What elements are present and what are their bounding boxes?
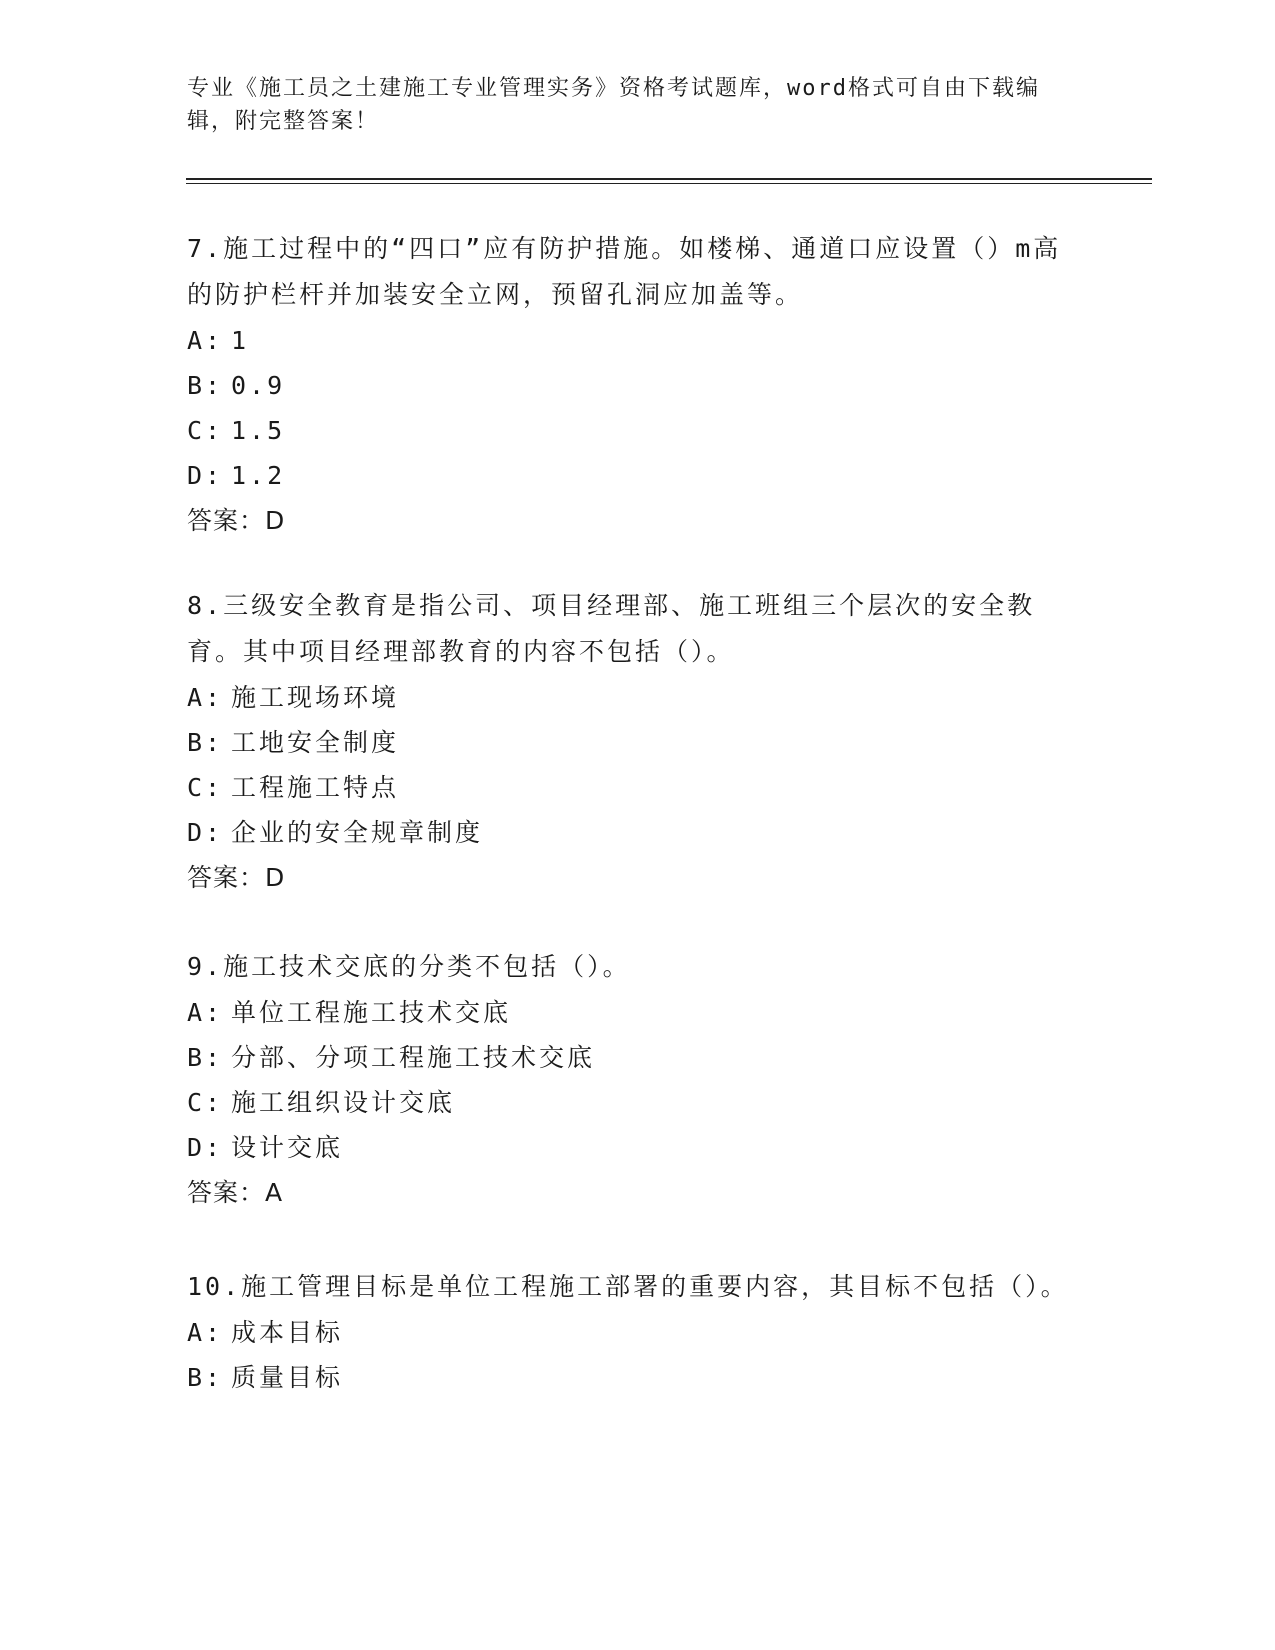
option-key: C: [187, 416, 224, 445]
option-key: B: [187, 1043, 224, 1072]
option-key: A: [187, 1318, 224, 1347]
answer: 答案：A [187, 1178, 284, 1207]
option-key: C: [187, 1088, 224, 1117]
option-d [187, 453, 1087, 498]
option-c [187, 765, 1087, 810]
option-text: 质量目标 [231, 1363, 344, 1392]
question-9 [187, 944, 1087, 1216]
option-key: A: [187, 683, 224, 712]
document-header: 专业《施工员之土建施工专业管理实务》资格考试题库，word格式可自由下载编辑，附完整答案！ [187, 76, 1040, 134]
answer: 答案：D [187, 506, 286, 535]
option-text: 单位工程施工技术交底 [231, 998, 512, 1027]
question-8 [187, 583, 1087, 901]
option-text: 1 [231, 326, 250, 355]
question-7 [187, 226, 1087, 544]
option-text: 成本目标 [231, 1318, 344, 1347]
option-text: 分部、分项工程施工技术交底 [231, 1043, 596, 1072]
option-key: C: [187, 773, 224, 802]
question-stem: 10.施工管理目标是单位工程施工部署的重要内容，其目标不包括（）。 [187, 1272, 1069, 1301]
option-b [187, 1355, 1087, 1400]
option-a [187, 990, 1087, 1035]
option-text: 施工现场环境 [231, 683, 400, 712]
option-text: 1.2 [231, 461, 286, 490]
option-key: D: [187, 1133, 224, 1162]
option-text: 施工组织设计交底 [231, 1088, 456, 1117]
option-text: 工地安全制度 [231, 728, 400, 757]
option-b [187, 720, 1087, 765]
option-text: 0.9 [231, 371, 286, 400]
option-c [187, 1080, 1087, 1125]
option-text: 工程施工特点 [231, 773, 400, 802]
question-10 [187, 1264, 1087, 1400]
option-text: 1.5 [231, 416, 286, 445]
option-key: A: [187, 998, 224, 1027]
header-divider [186, 178, 1152, 184]
option-key: B: [187, 1363, 224, 1392]
option-d [187, 1125, 1087, 1170]
option-key: B: [187, 728, 224, 757]
option-key: A: [187, 326, 224, 355]
question-stem: 9.施工技术交底的分类不包括（）。 [187, 952, 631, 981]
option-c [187, 408, 1087, 453]
option-a [187, 1310, 1087, 1355]
option-key: D: [187, 461, 224, 490]
question-stem: 7.施工过程中的“四口”应有防护措施。如楼梯、通道口应设置（）m高的防护栏杆并加装安全立网，预留孔洞应加盖等。 [187, 234, 1062, 309]
answer: 答案：D [187, 863, 286, 892]
option-b [187, 1035, 1087, 1080]
question-stem: 8.三级安全教育是指公司、项目经理部、施工班组三个层次的安全教育。其中项目经理部教育的内容不包括（）。 [187, 591, 1036, 666]
option-key: D: [187, 818, 224, 847]
option-key: B: [187, 371, 224, 400]
option-a [187, 318, 1087, 363]
option-text: 设计交底 [231, 1133, 344, 1162]
option-a [187, 675, 1087, 720]
option-b [187, 363, 1087, 408]
option-d [187, 810, 1087, 855]
option-text: 企业的安全规章制度 [231, 818, 484, 847]
